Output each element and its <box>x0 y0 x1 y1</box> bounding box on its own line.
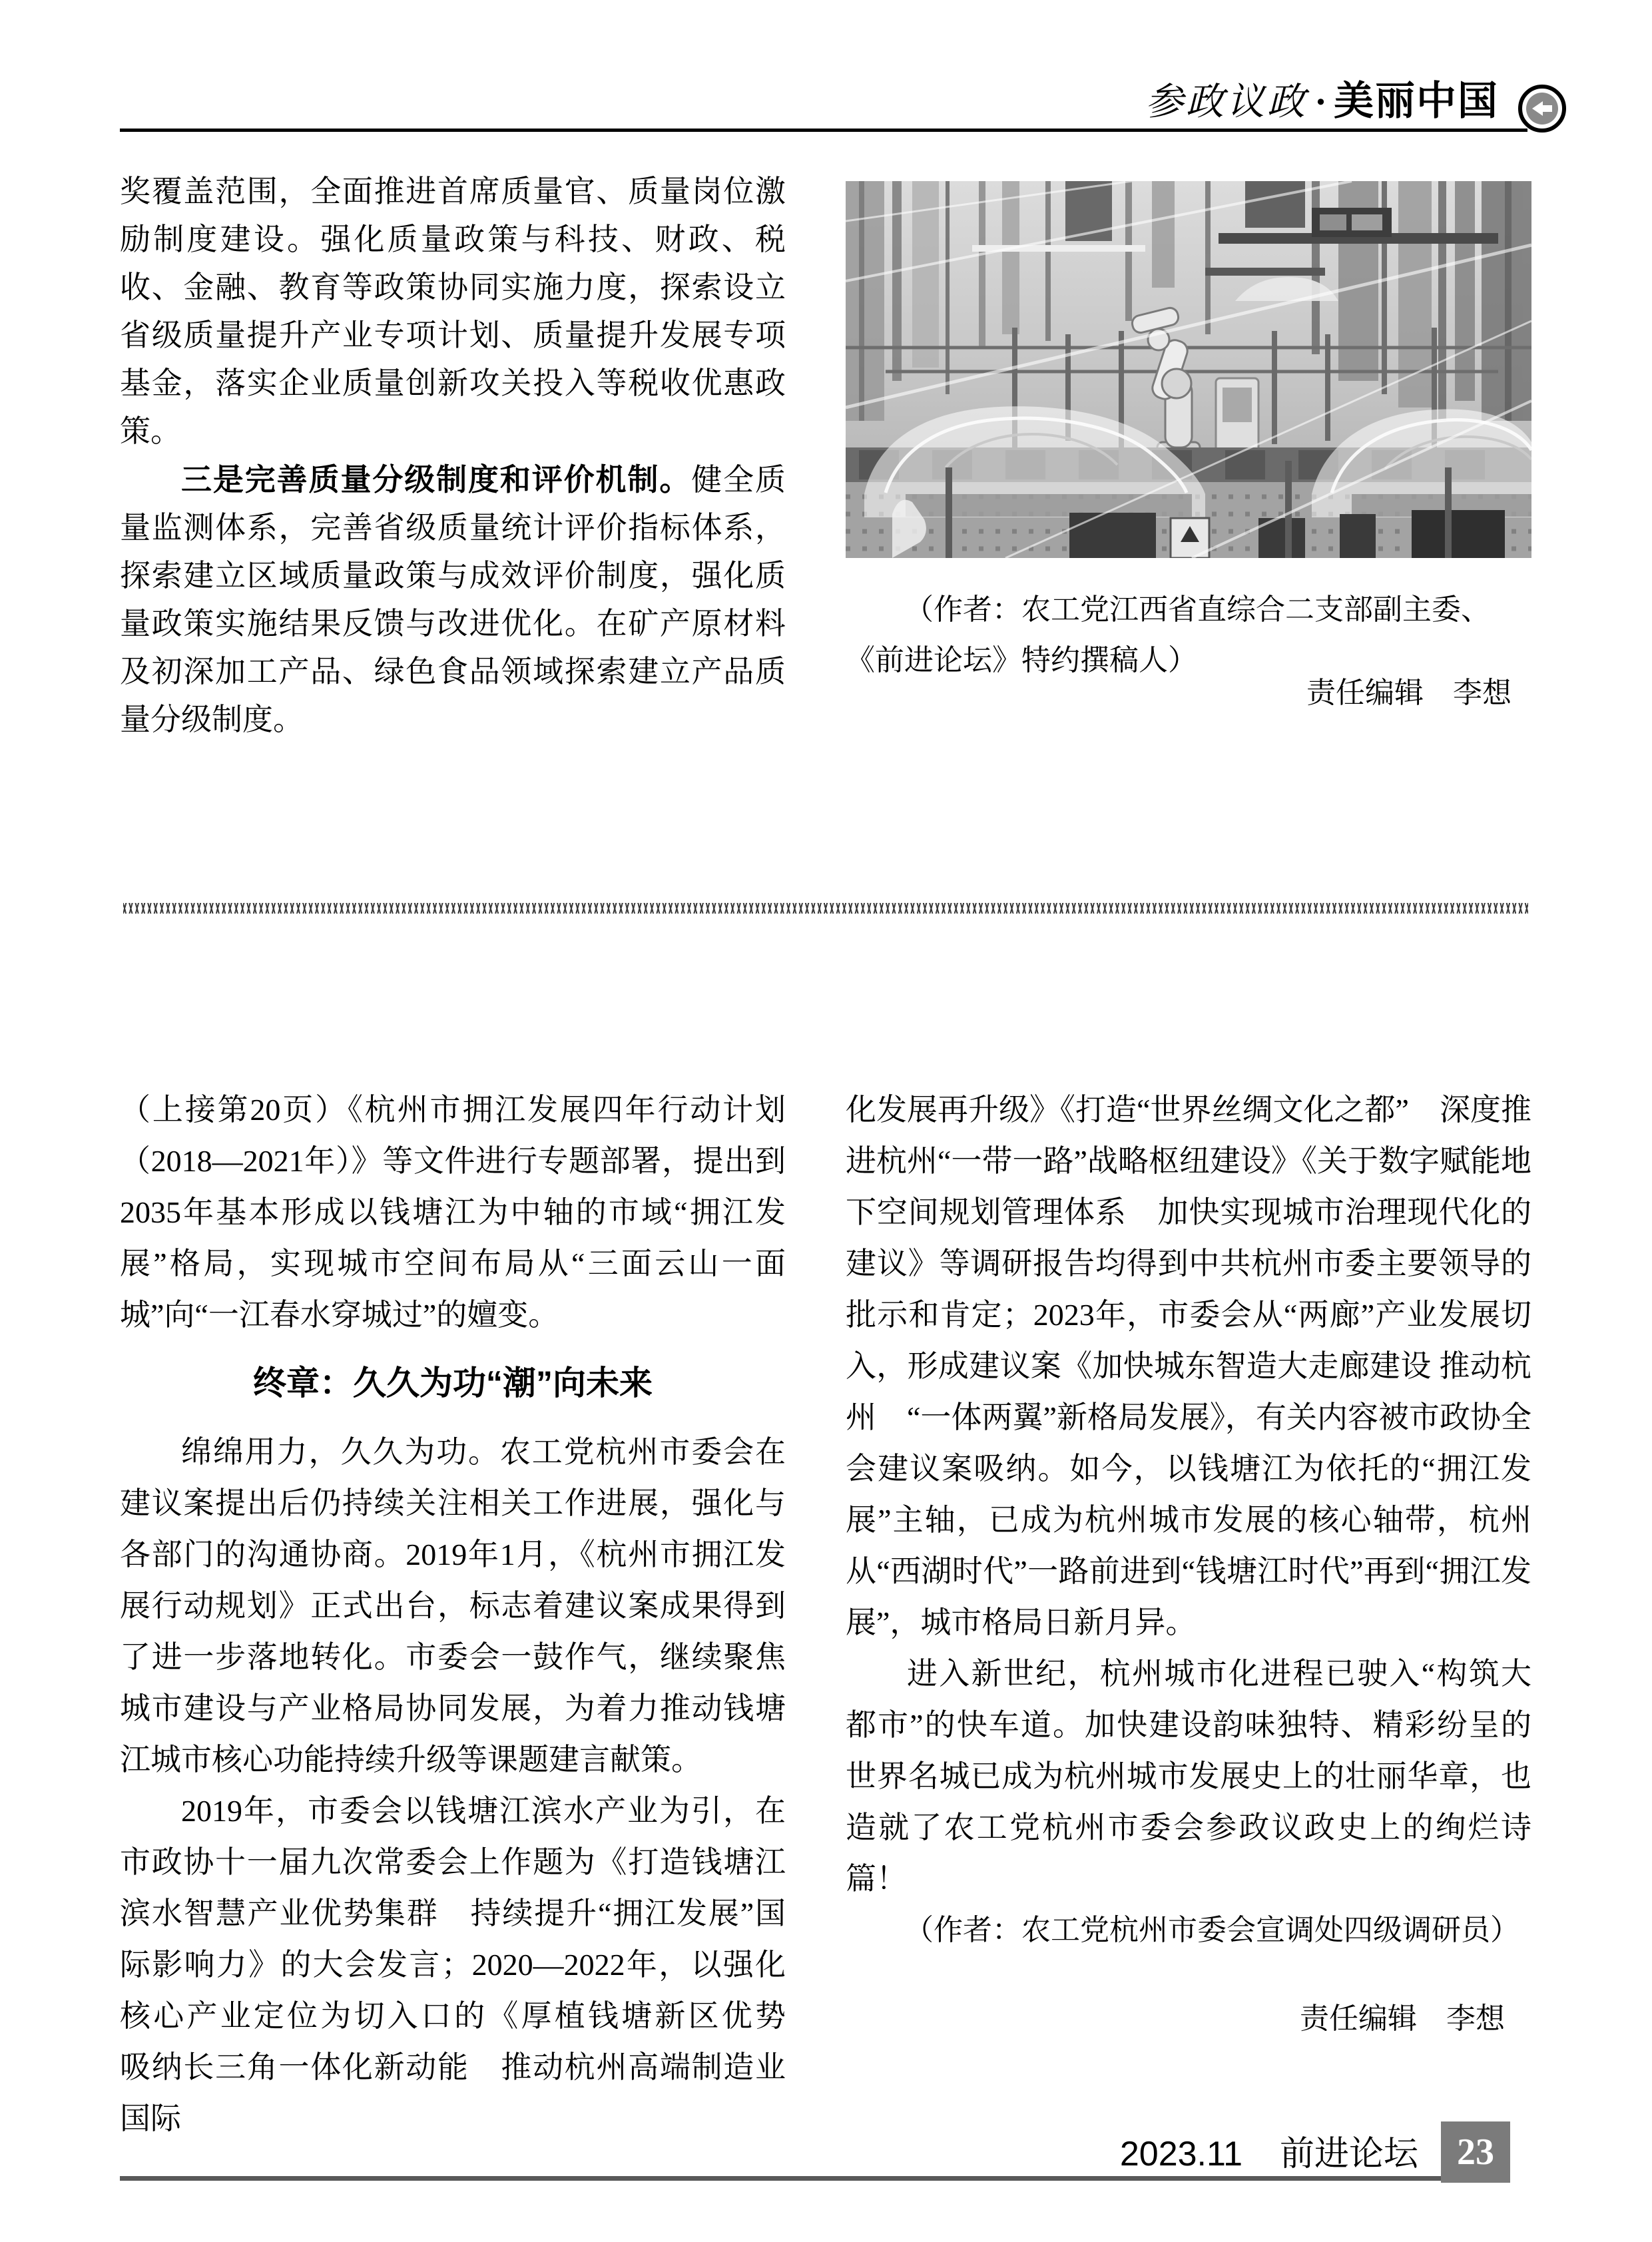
paragraph: （上接第20页）《杭州市拥江发展四年行动计划（2018—2021年）》等文件进行专题部署，提出到2035年基本形成以钱塘江为中轴的市域“拥江发展”格局，实现城市空间布局从“三面云山一面城”向“一江春水穿城过”的嬗变。 <box>120 1093 786 1332</box>
editor-line: 责任编辑 李想 <box>1300 2002 1505 2035</box>
factory-photo-graphic <box>846 181 1531 558</box>
photo-caption-editor: 责任编辑 李想 <box>1306 677 1512 709</box>
paragraph <box>120 455 786 744</box>
header-dot-separator: · <box>1314 81 1327 123</box>
left-arrow-circle-icon <box>1517 84 1567 133</box>
paragraph: 2019年，市委会以钱塘江滨水产业为引，在市政协十一届九次常委会上作题为《打造钱塘江滨水智慧产业优势集群 持续提升“拥江发展”国际影响力》的大会发言；2020—2022年，以强化核心产业定位为切入口的《厚植钱塘新区优势 吸纳长三角一体化新动能 推动杭州高端制造业国际 <box>120 1794 816 2135</box>
top-left-column <box>120 168 786 744</box>
factory-photo <box>846 181 1531 558</box>
footer-rule <box>120 2176 1441 2181</box>
author-line: （作者：农工党杭州市委会宣调处四级调研员） <box>904 1914 1519 1946</box>
paragraph-text: 健全质量监测体系，完善省级质量统计评价指标体系，探索建立区域质量政策与成效评价制度，强化质量政策实施结果反馈与改进优化。在矿产原材料及初深加工产品、绿色食品领域探索建立产品质量分级制度。 <box>120 463 786 736</box>
bottom-right-column <box>846 1084 1531 2044</box>
page-number: 23 <box>1457 2131 1494 2173</box>
footer-issue: 2023.11 <box>1119 2135 1242 2173</box>
header-section-title-bold: 美丽中国 <box>1334 79 1499 123</box>
page-footer <box>1120 2125 1418 2175</box>
paragraph: 奖覆盖范围，全面推进首席质量官、质量岗位激励制度建设。强化质量政策与科技、财政、税收、金融、教育等政策协同实施力度，探索设立省级质量提升产业专项计划、质量提升发展专项基金，落实企业质量创新攻关投入等税收优惠政策。 <box>120 174 786 448</box>
photo-caption: （作者：农工党江西省直综合二支部副主委、《前进论坛》特约撰稿人） <box>846 593 1490 677</box>
footer-journal-title: 前进论坛 <box>1279 2135 1418 2173</box>
header-rule <box>120 129 1527 132</box>
paragraph: 化发展再升级》《打造“世界丝绸文化之都” 深度推进杭州“一带一路”战略枢纽建设》《关于数字赋能地下空间规划管理体系 加快实现城市治理现代化的建议》等调研报告均得到中共杭州市委主要领导的批示和肯定；2023年，市委会从“两廊”产业发展切入，形成建议案《加快城东智造大走廊建设 推动杭州 “一体两翼”新格局发展》，有关内容被市政协全会建议案吸纳。如今，以钱塘江为依托的“拥江发展”主轴，已成为杭州城市发展的核心轴带，杭州从“西湖时代”一路前进到“钱塘江时代”再到“拥江发展”，城市格局日新月异。 <box>846 1093 1531 1639</box>
paragraph: 进入新世纪，杭州城市化进程已驶入“构筑大都市”的快车道。加快建设韵味独特、精彩纷呈的世界名城已成为杭州城市发展史上的壮丽华章，也造就了农工党杭州市委会参政议政史上的绚烂诗篇！ <box>846 1657 1531 1896</box>
bottom-left-column <box>120 1084 816 2144</box>
page-number-box <box>1441 2121 1510 2183</box>
section-heading: 终章：久久为功“潮”向未来 <box>253 1364 653 1402</box>
bold-lead-in: 三是完善质量分级制度和评价机制。 <box>181 462 692 497</box>
paragraph: 绵绵用力，久久为功。农工党杭州市委会在建议案提出后仍持续关注相关工作进展，强化与各部门的沟通协商。2019年1月，《杭州市拥江发展行动规划》正式出台，标志着建议案成果得到了进一步落地转化。市委会一鼓作气，继续聚焦城市建设与产业格局协同发展，为着力推动钱塘江城市核心功能持续升级等课题建言献策。 <box>120 1435 786 1777</box>
page-header <box>1145 75 1499 129</box>
ornamental-divider <box>123 903 1528 914</box>
header-section-title-script: 参政议政 <box>1145 81 1308 123</box>
